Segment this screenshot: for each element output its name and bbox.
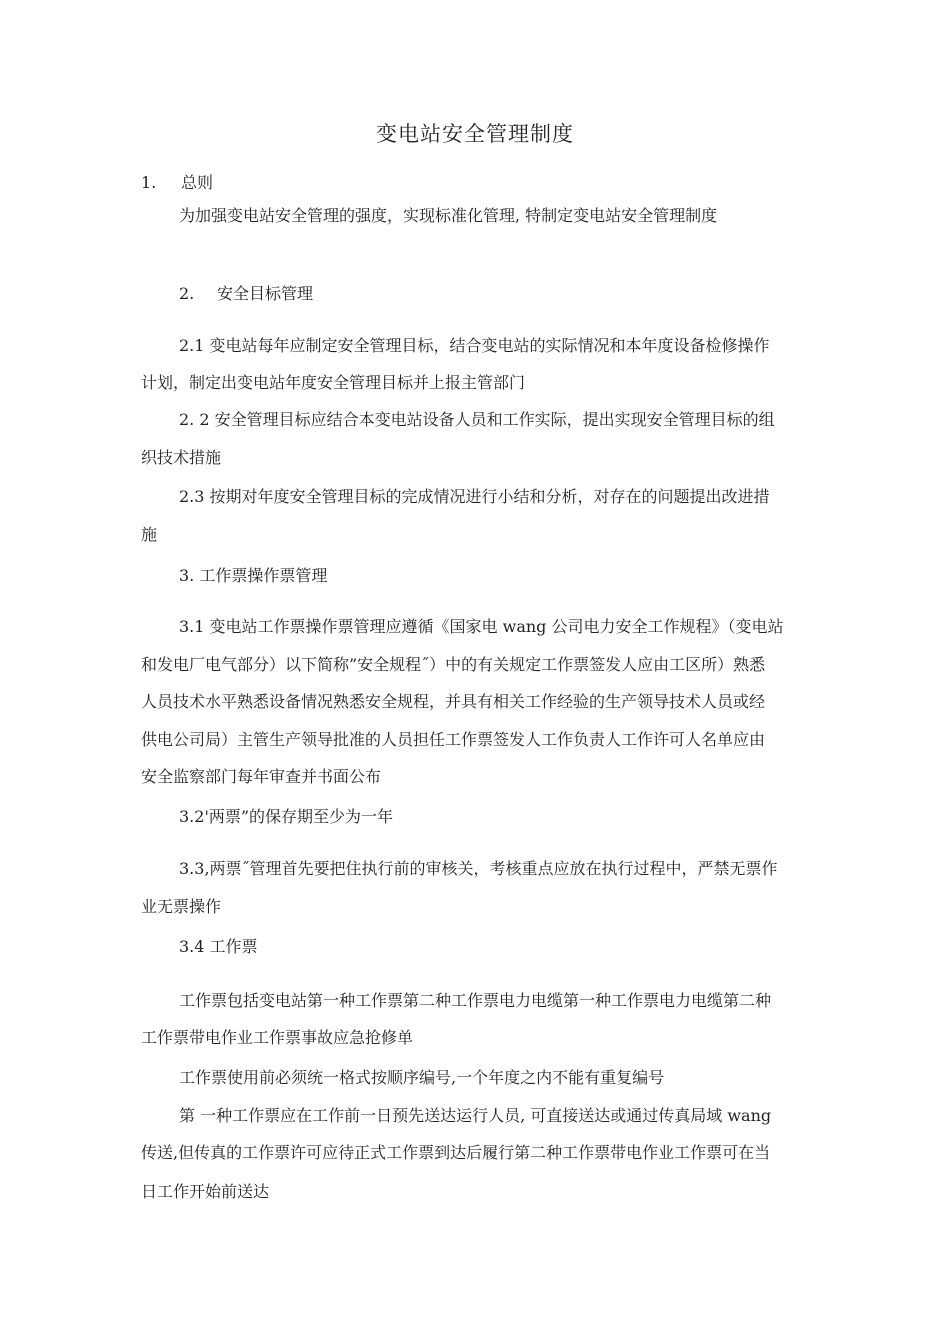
paragraph-work-ticket-types-line-1: 工作票包括变电站第一种工作票第二种工作票电力电缆第一种工作票电力电缆第二种 xyxy=(179,991,772,1010)
section-1-number: 1. xyxy=(141,173,157,192)
paragraph-3-3-line-1: 3.3,两票˝管理首先要把住执行前的审核关，考核重点应放在执行过程中，严禁无票作 xyxy=(179,859,778,878)
paragraph-3-1-line-2: 和发电厂电气部分）以下简称”安全规程˝）中的有关规定工作票签发人应由工区所）熟悉 xyxy=(141,655,766,674)
paragraph-2-3-line-2: 施 xyxy=(141,525,158,544)
paragraph-3-3-line-2: 业无票操作 xyxy=(141,897,222,916)
paragraph-2-1-line-1: 2.1 变电站每年应制定安全管理目标，结合变电站的实际情况和本年度设备检修操作 xyxy=(179,336,770,355)
paragraph-2-2-line-1: 2. 2 安全管理目标应结合本变电站设备人员和工作实际，提出实现安全管理目标的组 xyxy=(179,410,775,429)
section-2-title: 安全目标管理 xyxy=(217,284,314,303)
section-3-heading: 3. 工作票操作票管理 xyxy=(179,566,328,585)
paragraph-3-1-line-5: 安全监察部门每年审查并书面公布 xyxy=(141,767,382,786)
paragraph-3-1-line-3: 人员技术水平熟悉设备情况熟悉安全规程，并具有相关工作经验的生产领导技术人员或经 xyxy=(141,692,766,711)
paragraph-work-ticket-types-line-2: 工作票带电作业工作票事故应急抢修单 xyxy=(141,1028,414,1047)
paragraph-delivery-line-2: 传送,但传真的工作票许可应待正式工作票到达后履行第二种工作票带电作业工作票可在当 xyxy=(141,1143,771,1162)
section-2-heading xyxy=(179,284,313,304)
paragraph-2-1-line-2: 计划，制定出变电站年度安全管理目标并上报主管部门 xyxy=(141,373,526,392)
document-title: 变电站安全管理制度 xyxy=(376,122,574,146)
paragraph-delivery-line-3: 日工作开始前送达 xyxy=(141,1182,270,1201)
paragraph-3-4: 3.4 工作票 xyxy=(179,937,258,956)
section-1-text: 为加强变电站安全管理的强度，实现标准化管理, 特制定变电站安全管理制度 xyxy=(179,206,718,225)
section-1-heading xyxy=(141,173,213,193)
paragraph-numbering: 工作票使用前必须统一格式按顺序编号,一个年度之内不能有重复编号 xyxy=(179,1068,665,1087)
paragraph-3-1-line-4: 供电公司局）主管生产领导批准的人员担任工作票签发人工作负责人工作许可人名单应由 xyxy=(141,730,766,749)
paragraph-3-1-line-1: 3.1 变电站工作票操作票管理应遵循《国家电 wang 公司电力安全工作规程》（变电站 xyxy=(179,617,784,636)
paragraph-2-3-line-1: 2.3 按期对年度安全管理目标的完成情况进行小结和分析，对存在的问题提出改进措 xyxy=(179,487,770,506)
section-2-number: 2. xyxy=(179,284,195,303)
paragraph-3-2: 3.2'两票”的保存期至少为一年 xyxy=(179,807,394,826)
section-1-title: 总则 xyxy=(181,173,214,192)
paragraph-2-2-line-2: 织技术措施 xyxy=(141,448,222,467)
paragraph-delivery-line-1: 第 一种工作票应在工作前一日预先送达运行人员, 可直接送达或通过传真局域 wang xyxy=(179,1106,772,1125)
